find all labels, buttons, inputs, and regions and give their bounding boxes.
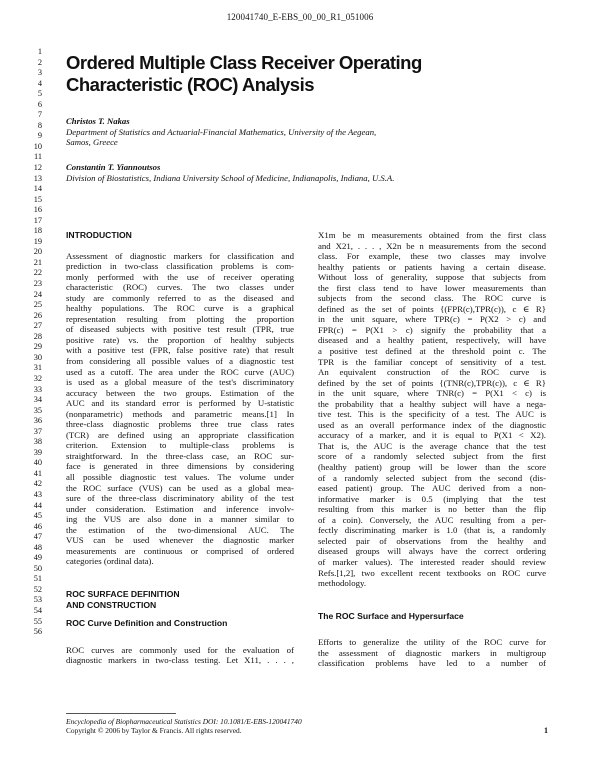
footer-citation: Encyclopedia of Biopharmaceutical Statistics DOI: 10.1081/E-EBS-120041740 <box>66 717 302 726</box>
line-number: 39 <box>33 447 42 457</box>
line-number: 56 <box>33 627 42 637</box>
text-line: all possible diagnostic test values. The volume under <box>66 472 294 483</box>
author-block-2 <box>66 162 546 183</box>
text-line: diseased and a healthy patient, respectively, will have <box>318 335 546 346</box>
line-number: 17 <box>33 215 42 225</box>
text-line: and X21, . . . , X2n be n measurements from the second <box>318 240 546 251</box>
text-line: sure of the three-class discriminatory ability of the test <box>66 493 294 504</box>
author-block-1 <box>66 116 546 148</box>
page-footer <box>66 717 548 735</box>
line-number: 26 <box>33 310 42 320</box>
text-line: Refs.[1,2], two excellent recent textbooks on ROC curve <box>318 567 546 578</box>
text-line: classification problems have led to a number of <box>318 658 546 669</box>
text-line: eased patient) group. The AUC derived from a non- <box>318 483 546 494</box>
text-line: the first class tend to have lower measurements than <box>318 282 546 293</box>
text-line: VUS can be used whenever the diagnostic marker <box>66 535 294 546</box>
author-affiliation: Department of Statistics and Actuarial-Financial Mathematics, University of the Aegean, <box>66 126 377 137</box>
text-line: ROC curves are commonly used for the evaluation of <box>66 644 294 655</box>
line-number: 44 <box>33 500 42 510</box>
text-line: positive rate) vs. the proportion of healthy subjects <box>66 334 294 345</box>
text-line: TPR is the familiar concept of sensitivity of a test. <box>318 356 546 367</box>
text-line: of diseased subjects with positive test result (TPR, true <box>66 324 294 335</box>
subsection-heading-roc-surface: The ROC Surface and Hypersurface <box>318 610 464 621</box>
line-number: 33 <box>33 384 42 394</box>
text-line: criterion. Extension to multiple-class problems is <box>66 440 294 451</box>
line-number: 38 <box>33 437 42 447</box>
text-line: defined by the set of points {(TNR(c),TPR(c)), c ∈ R} <box>318 377 546 388</box>
text-line: FPR(c) = P(X1 > c) signify the probability that a <box>318 324 546 335</box>
text-line: with a positive test (FPR, false positive rate) that result <box>66 345 294 356</box>
text-line: the ROC surface (VUS) can be used as a global mea- <box>66 482 294 493</box>
line-number: 30 <box>33 352 42 362</box>
text-line: X1m be m measurements obtained from the first class <box>318 230 546 240</box>
author-name: Constantin T. Yiannoutsos <box>66 162 161 172</box>
line-number: 49 <box>33 553 42 563</box>
line-number: 40 <box>33 458 42 468</box>
roc-surface-paragraph <box>318 637 546 669</box>
line-number: 24 <box>33 289 42 299</box>
text-line: ing the VUS are also done in a manner similar to <box>66 514 294 525</box>
line-number: 9 <box>37 131 42 141</box>
section-heading-roc-surface <box>66 589 294 610</box>
text-line: the probability that a healthy subject will have a nega- <box>318 398 546 409</box>
text-line: healthy patients or patients having a certain disease. <box>318 261 546 272</box>
text-line: fectly discriminating marker is 1.0 (that is, a randomly <box>318 525 546 536</box>
text-line: the assessment of diagnostic markers in multigroup <box>318 647 546 658</box>
line-number: 11 <box>34 152 42 162</box>
text-line: selected pair of observations from the healthy and <box>318 535 546 546</box>
line-number: 55 <box>33 616 42 626</box>
text-line: straightforward. In the three-class case, an ROC sur- <box>66 450 294 461</box>
text-line: of marker values). The interested reader should review <box>318 556 546 567</box>
line-number: 32 <box>33 373 42 383</box>
line-number: 15 <box>33 194 42 204</box>
line-number: 1 <box>37 47 42 56</box>
author-affiliation: Division of Biostatistics, Indiana University School of Medicine, Indianapolis, Indiana, U.S.A. <box>66 172 395 183</box>
text-line: the estimation of the two-dimensional AUC. The <box>66 524 294 535</box>
text-line: three-class diagnostic problems three true class rates <box>66 419 294 430</box>
line-number: 50 <box>33 563 42 573</box>
text-line: measurements are continuous or comprised of ordered <box>66 545 294 556</box>
line-number: 8 <box>37 120 42 130</box>
line-number: 23 <box>33 279 42 289</box>
section-heading-introduction: INTRODUCTION <box>66 230 132 240</box>
line-number: 52 <box>33 584 42 594</box>
line-number: 5 <box>37 89 42 99</box>
line-number: 28 <box>33 331 42 341</box>
line-number: 16 <box>33 205 42 215</box>
line-number: 41 <box>33 468 42 478</box>
line-number: 46 <box>33 521 42 531</box>
footer-copyright: Copyright © 2006 by Taylor & Francis. All rights reserved. <box>66 726 242 735</box>
author-affiliation: Samos, Greece <box>66 137 118 148</box>
line-number: 27 <box>33 321 42 331</box>
line-number: 35 <box>33 405 42 415</box>
text-line: diseased groups will always have the correct ordering <box>318 546 546 557</box>
line-number: 20 <box>33 247 42 257</box>
text-line: tive test. This is the specificity of a test. The AUC is <box>318 409 546 420</box>
line-number: 48 <box>33 542 42 552</box>
line-number: 47 <box>33 532 42 542</box>
article-title <box>66 52 536 96</box>
page-number: 1 <box>544 726 548 735</box>
line-number: 25 <box>33 300 42 310</box>
line-number: 19 <box>33 236 42 246</box>
text-line: is used as a global measure of the test's discriminatory <box>66 377 294 388</box>
right-column <box>318 230 546 669</box>
text-line: diagnostic markers in two-class testing. Let X11, . . . , <box>66 655 294 666</box>
line-number: 21 <box>33 257 42 267</box>
line-number: 2 <box>37 57 42 67</box>
line-number: 53 <box>33 595 42 605</box>
text-line: a positive test defined at the threshold point c. The <box>318 346 546 357</box>
line-number: 13 <box>33 173 42 183</box>
line-number: 18 <box>33 226 42 236</box>
text-line: subjects from the second class. The ROC curve is <box>318 293 546 304</box>
text-line: used as a cutoff. The area under the ROC curve (AUC) <box>66 366 294 377</box>
text-line: of a randomly selected subject from the second (dis- <box>318 472 546 483</box>
line-number: 7 <box>37 110 42 120</box>
line-number: 3 <box>37 68 42 78</box>
text-line: categories (ordinal data). <box>66 556 154 567</box>
line-number: 51 <box>33 574 42 584</box>
line-number: 34 <box>33 395 42 405</box>
text-line: (healthy patient) group will be lower than the score <box>318 462 546 473</box>
running-header: 120041740_E-EBS_00_00_R1_051006 <box>226 12 374 22</box>
left-column <box>66 230 294 666</box>
text-line: (nonparametric) methods and parametric means.[1] In <box>66 408 294 419</box>
text-line: accuracy of a marker, and it is equal to P(X1 < X2). <box>318 430 546 441</box>
title-line-2: Characteristic (ROC) Analysis <box>66 74 315 95</box>
text-line: score of a randomly selected subject from the first <box>318 451 546 462</box>
text-line: under consideration. Estimation and inference involv- <box>66 503 294 514</box>
text-line: (TCR) are defined using an appropriate classification <box>66 429 294 440</box>
line-number: 29 <box>33 342 42 352</box>
line-number: 10 <box>33 141 42 151</box>
text-line: defined as the set of points {(FPR(c),TPR(c)), c ∈ R} <box>318 303 546 314</box>
line-number: 43 <box>33 489 42 499</box>
text-line: face is generated in three dimensions by considering <box>66 461 294 472</box>
line-numbers <box>20 47 42 638</box>
text-line: resulting from this marker is no better than the flip <box>318 504 546 515</box>
text-line: An equivalent construction of the ROC curve is <box>318 367 546 378</box>
heading-line: ROC SURFACE DEFINITION <box>66 588 180 599</box>
text-line: prediction in two-class classification problems is com- <box>66 261 294 272</box>
text-line: in the unit square, where TNR(c) = P(X1 < c) is <box>318 388 546 399</box>
line-number: 42 <box>33 479 42 489</box>
line-number: 54 <box>33 605 42 615</box>
text-line: monly performed with the use of receiver operating <box>66 271 294 282</box>
text-line: representation resulting from plotting the proportion <box>66 313 294 324</box>
intro-paragraph <box>66 251 294 567</box>
line-number: 31 <box>33 363 42 373</box>
text-line: used as an overall performance index of the diagnostic <box>318 419 546 430</box>
text-line: That is, the AUC is the average chance that the test <box>318 440 546 451</box>
text-line: informative marker is 0.5 (implying that the test <box>318 493 546 504</box>
text-line: study are commonly referred to as the diseased and <box>66 292 294 303</box>
line-number: 14 <box>33 184 42 194</box>
text-line: class. For example, these two classes may involve <box>318 251 546 262</box>
footer-rule <box>66 713 176 714</box>
text-line: from considering all possible values of a diagnostic test <box>66 356 294 367</box>
line-number: 36 <box>33 416 42 426</box>
line-number: 22 <box>33 268 42 278</box>
text-line: Assessment of diagnostic markers for classification and <box>66 250 294 261</box>
text-line: accuracy between the two groups. Estimation of the <box>66 387 294 398</box>
line-number: 4 <box>37 78 42 88</box>
author-name: Christos T. Nakas <box>66 116 130 126</box>
text-line: in the unit square, where TPR(c) = P(X2 > c) and <box>318 314 546 325</box>
text-line: AUC and its standard error is performed by U-statistic <box>66 398 294 409</box>
text-line: of a coin). Conversely, the AUC resulting from a per- <box>318 514 546 525</box>
text-line: Efforts to generalize the utility of the ROC curve for <box>318 637 546 648</box>
line-number: 37 <box>33 426 42 436</box>
line-number: 6 <box>37 99 42 109</box>
text-line: characteristic (ROC) curves. The two classes under <box>66 282 294 293</box>
roc-curve-definition-paragraph <box>318 230 546 589</box>
text-line: Without loss of generality, suppose that subjects from <box>318 272 546 283</box>
roc-curve-paragraph <box>66 645 294 666</box>
heading-line: AND CONSTRUCTION <box>66 599 157 610</box>
title-line-1: Ordered Multiple Class Receiver Operating <box>66 52 422 73</box>
subsection-heading-roc-curve: ROC Curve Definition and Construction <box>66 618 228 629</box>
text-line: healthy populations. The ROC curve is a graphical <box>66 303 294 314</box>
text-line: methodology. <box>318 578 367 589</box>
line-number: 45 <box>33 511 42 521</box>
line-number: 12 <box>33 163 42 173</box>
